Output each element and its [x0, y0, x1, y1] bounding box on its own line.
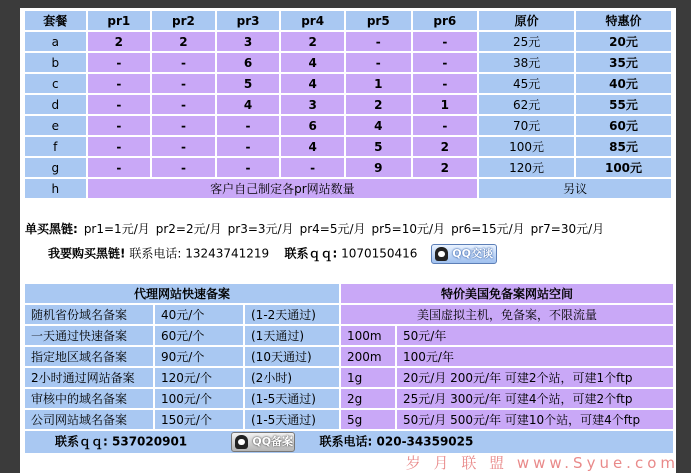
pr-count: 2 [88, 32, 151, 51]
filing-price: 120元/个 [155, 368, 243, 387]
pr-count: 4 [281, 137, 344, 156]
pr-count: 2 [281, 32, 344, 51]
single-link-label: 单买黑链: [25, 222, 78, 236]
hosting-space: 5g [341, 410, 395, 429]
filing-header: 代理网站快速备案 [25, 284, 339, 303]
package-row [25, 95, 671, 114]
package-header-row [25, 11, 671, 30]
single-price: pr5=10元/月 [371, 222, 446, 236]
hosting-space: 200m [341, 347, 395, 366]
qq-filing-label: QQ备案 [252, 435, 294, 448]
hosting-plan: 25元/月 300元/年 可建4个站，可建2个ftp [397, 389, 673, 408]
pr-count: 2 [346, 95, 411, 114]
package-row [25, 32, 671, 51]
pr-count: - [88, 74, 151, 93]
filing-name: 一天通过快速备案 [25, 326, 153, 345]
special-price: 100元 [576, 158, 671, 177]
filing-price: 90元/个 [155, 347, 243, 366]
custom-desc: 客户自己制定各pr网站数量 [88, 179, 478, 198]
custom-row [25, 179, 671, 198]
filing-price: 40元/个 [155, 305, 243, 324]
pr-count: 1 [413, 95, 478, 114]
pr-count: - [88, 95, 151, 114]
filing-name: 2小时通过网站备案 [25, 368, 153, 387]
single-price: pr6=15元/月 [451, 222, 525, 236]
bottom-contact [25, 431, 673, 453]
service-row [25, 368, 673, 387]
pr-count: - [152, 158, 215, 177]
pr-count: - [152, 53, 215, 72]
special-price: 40元 [576, 74, 671, 93]
pr-count: 2 [152, 32, 215, 51]
special-price: 55元 [576, 95, 671, 114]
services-header-row [25, 284, 673, 303]
filing-time: (1-5天通过) [245, 389, 339, 408]
pr-count: - [217, 116, 280, 135]
package-row [25, 137, 671, 156]
pr-count: 4 [281, 53, 344, 72]
header-cell: 特惠价 [576, 11, 671, 30]
price-panel [20, 8, 676, 473]
package-row [25, 74, 671, 93]
pr-count: 4 [346, 116, 411, 135]
pr-count: - [413, 53, 478, 72]
special-price: 35元 [576, 53, 671, 72]
service-row [25, 347, 673, 366]
single-link-prices [25, 220, 610, 237]
phone-label: 联系电话: [129, 246, 182, 261]
hosting-space: 1g [341, 368, 395, 387]
qq-label: 联系ｑｑ: [284, 246, 338, 261]
bottom-contact-row [25, 431, 673, 453]
hosting-intro: 美国虚拟主机，免备案，不限流量 [341, 305, 673, 324]
pr-count: - [88, 53, 151, 72]
package-row [25, 116, 671, 135]
package-table [23, 9, 673, 200]
pr-count: - [152, 116, 215, 135]
filing-time: (1-5天通过) [245, 410, 339, 429]
pr-count: - [346, 32, 411, 51]
package-code: d [25, 95, 86, 114]
pr-count: - [152, 95, 215, 114]
package-code: f [25, 137, 86, 156]
pr-count: 5 [217, 74, 280, 93]
qq-chat-button[interactable] [431, 244, 497, 264]
special-price: 85元 [576, 137, 671, 156]
pr-count: - [217, 158, 280, 177]
services-table [23, 282, 675, 455]
pr-count: 5 [346, 137, 411, 156]
filing-price: 60元/个 [155, 326, 243, 345]
phone-label: 联系电话: [319, 434, 373, 449]
package-row [25, 158, 671, 177]
hosting-plan: 100元/年 [397, 347, 673, 366]
header-cell: 原价 [479, 11, 574, 30]
filing-time: (1天通过) [245, 326, 339, 345]
single-price: pr4=5元/月 [299, 222, 366, 236]
phone-number: 020-34359025 [376, 434, 474, 449]
original-price: 70元 [479, 116, 574, 135]
header-cell: pr4 [281, 11, 344, 30]
pr-count: 1 [346, 74, 411, 93]
service-row [25, 326, 673, 345]
package-body [25, 32, 671, 177]
pr-count: - [88, 116, 151, 135]
pr-count: 3 [217, 32, 280, 51]
custom-price: 另议 [479, 179, 671, 198]
header-cell: pr5 [346, 11, 411, 30]
pr-count: 3 [281, 95, 344, 114]
original-price: 100元 [479, 137, 574, 156]
service-row [25, 410, 673, 429]
qq-penguin-icon [435, 247, 448, 261]
services-body [25, 305, 673, 429]
original-price: 45元 [479, 74, 574, 93]
hosting-plan: 20元/月 200元/年 可建2个站，可建1个ftp [397, 368, 673, 387]
package-code: g [25, 158, 86, 177]
hosting-space: 100m [341, 326, 395, 345]
hosting-plan: 50元/年 [397, 326, 673, 345]
header-cell: pr2 [152, 11, 215, 30]
package-code: a [25, 32, 86, 51]
filing-name: 公司网站域名备案 [25, 410, 153, 429]
pr-count: 4 [281, 74, 344, 93]
single-price: pr7=30元/月 [530, 222, 605, 236]
pr-count: 6 [217, 53, 280, 72]
pr-count: - [152, 137, 215, 156]
original-price: 38元 [479, 53, 574, 72]
phone-number: 13243741219 [185, 246, 270, 261]
pr-count: - [152, 74, 215, 93]
hosting-plan: 50元/月 500元/年 可建10个站，可建4个ftp [397, 410, 673, 429]
special-price: 60元 [576, 116, 671, 135]
header-cell: 套餐 [25, 11, 86, 30]
pr-count: 9 [346, 158, 411, 177]
hosting-header: 特价美国免备案网站空间 [341, 284, 673, 303]
pr-count: - [413, 116, 478, 135]
pr-count: - [88, 137, 151, 156]
site-watermark: 岁 月 联 盟 www.Syue.com [405, 454, 679, 472]
single-price: pr3=3元/月 [227, 222, 294, 236]
original-price: 25元 [479, 32, 574, 51]
service-row [25, 305, 673, 324]
package-code: h [25, 179, 86, 198]
package-code: c [25, 74, 86, 93]
pr-count: 6 [281, 116, 344, 135]
special-price: 20元 [576, 32, 671, 51]
pr-count: 2 [413, 137, 478, 156]
filing-time: (1-2天通过) [245, 305, 339, 324]
original-price: 120元 [479, 158, 574, 177]
pr-count: 4 [217, 95, 280, 114]
header-cell: pr1 [88, 11, 151, 30]
pr-count: - [281, 158, 344, 177]
qq-chat-label: QQ交谈 [452, 247, 493, 260]
pr-count: - [413, 32, 478, 51]
filing-price: 100元/个 [155, 389, 243, 408]
filing-name: 审核中的域名备案 [25, 389, 153, 408]
filing-time: (10天通过) [245, 347, 339, 366]
single-price: pr2=2元/月 [155, 222, 222, 236]
package-row [25, 53, 671, 72]
buy-lead: 我要购买黑链! [48, 246, 126, 261]
qq-label: 联系ｑｑ: [55, 434, 108, 449]
package-code: b [25, 53, 86, 72]
filing-time: (2小时) [245, 368, 339, 387]
single-price: pr1=1元/月 [83, 222, 150, 236]
service-row [25, 389, 673, 408]
package-code: e [25, 116, 86, 135]
pr-count: - [88, 158, 151, 177]
qq-filing-button[interactable] [231, 432, 295, 452]
pr-count: - [413, 74, 478, 93]
original-price: 62元 [479, 95, 574, 114]
filing-name: 指定地区域名备案 [25, 347, 153, 366]
pr-count: - [346, 53, 411, 72]
header-cell: pr3 [217, 11, 280, 30]
filing-price: 150元/个 [155, 410, 243, 429]
qq-penguin-icon [235, 435, 248, 449]
hosting-space: 2g [341, 389, 395, 408]
qq-number: 537020901 [112, 434, 188, 449]
qq-number: 1070150416 [341, 246, 418, 261]
top-contact [48, 244, 497, 264]
pr-count: 2 [413, 158, 478, 177]
filing-name: 随机省份域名备案 [25, 305, 153, 324]
pr-count: - [217, 137, 280, 156]
header-cell: pr6 [413, 11, 478, 30]
